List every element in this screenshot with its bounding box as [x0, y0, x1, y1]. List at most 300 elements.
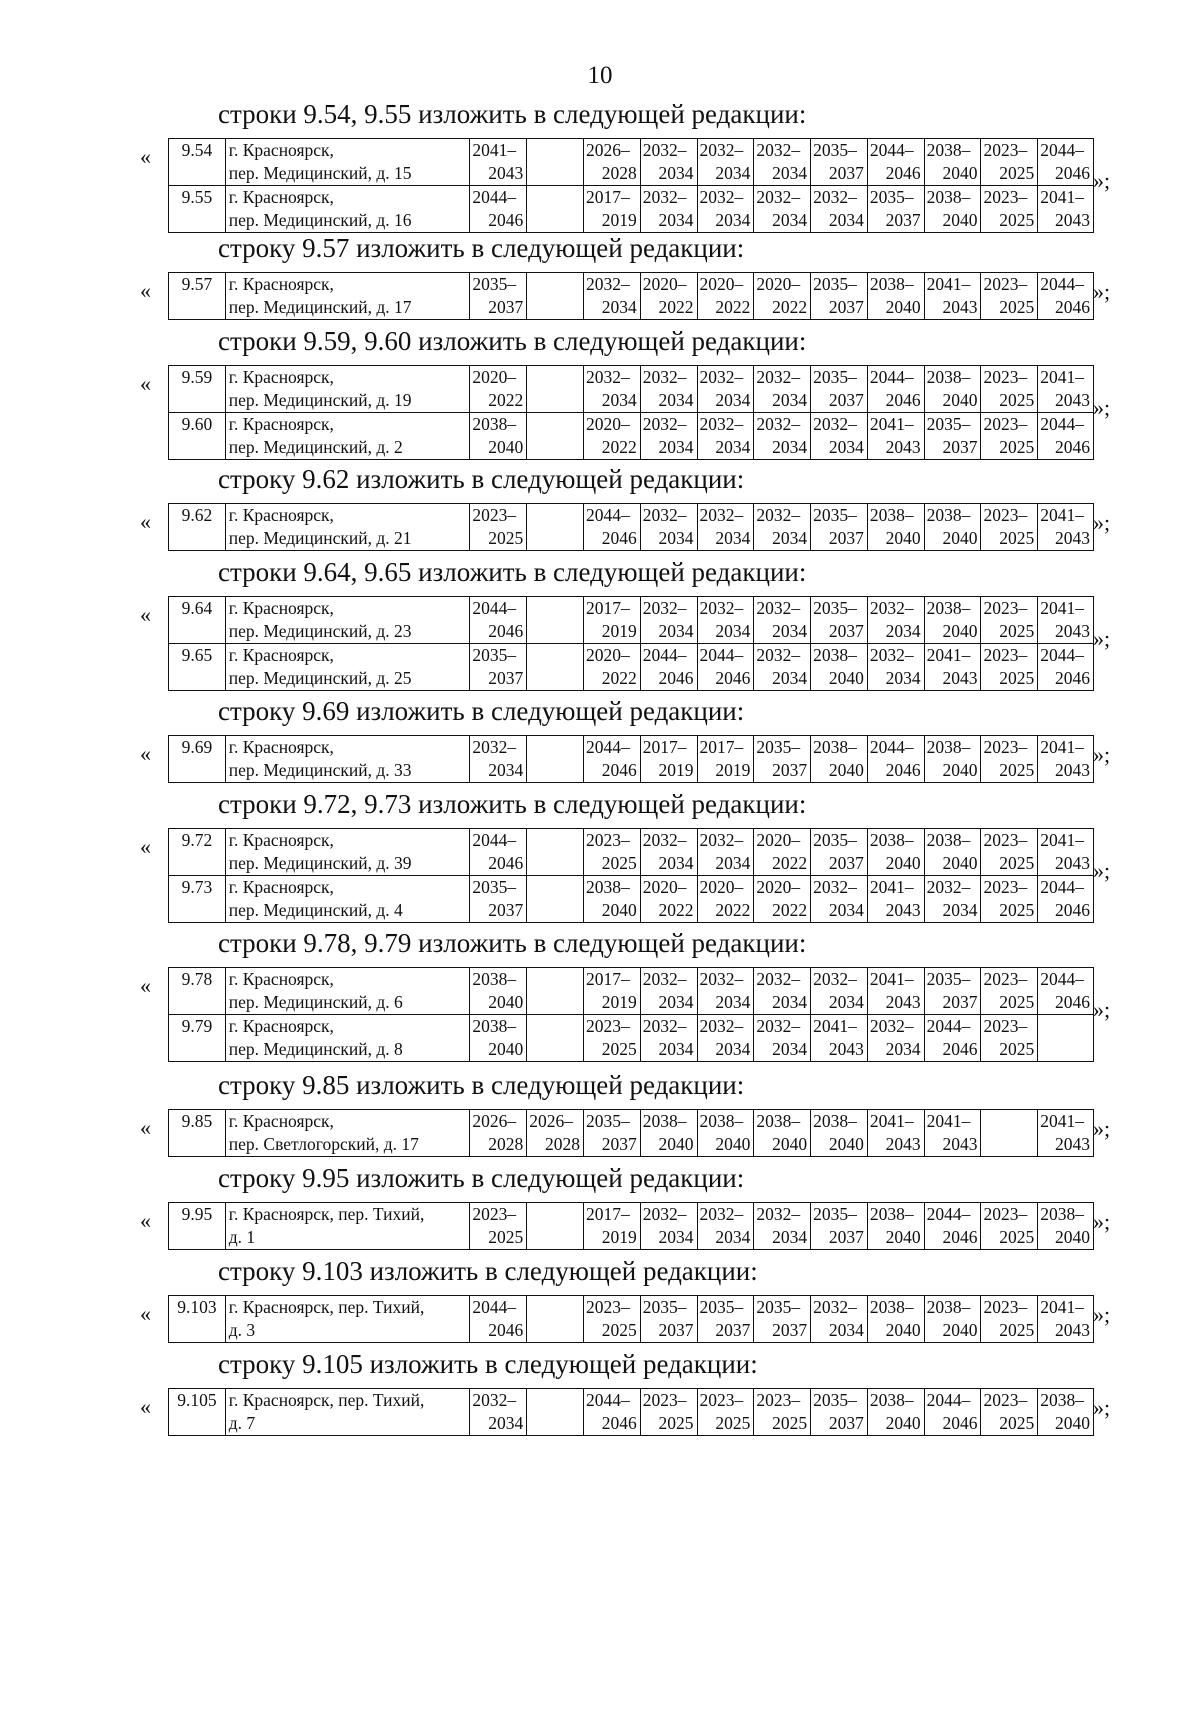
year-range-cell — [527, 876, 584, 923]
table-row — [169, 366, 1094, 413]
year-start: 2038– — [926, 187, 971, 207]
year-start: 2026– — [585, 140, 630, 160]
table-row — [169, 1296, 1094, 1343]
year-start: 2044– — [869, 367, 914, 387]
year-end: 2025 — [999, 668, 1035, 688]
year-start: 2041– — [926, 1111, 971, 1131]
year-range-cell — [981, 1203, 1038, 1250]
year-end: 2022 — [715, 900, 751, 920]
year-range-cell — [697, 876, 754, 923]
year-range-cell — [811, 366, 868, 413]
year-start: 2038– — [472, 1016, 517, 1036]
year-end: 2034 — [658, 437, 694, 457]
amendment-table — [168, 1202, 1094, 1250]
opening-quote: « — [140, 278, 151, 303]
year-range-cell — [697, 597, 754, 644]
year-end: 2040 — [942, 528, 978, 548]
year-end: 2046 — [942, 1227, 978, 1247]
year-end: 2034 — [715, 528, 751, 548]
year-end: 2025 — [999, 1320, 1035, 1340]
year-end: 2046 — [1055, 668, 1090, 688]
year-start: 2023– — [983, 187, 1028, 207]
year-start: 2032– — [756, 187, 801, 207]
year-range-cell — [697, 413, 754, 460]
opening-quote: « — [140, 741, 151, 766]
address-cell — [225, 644, 470, 691]
year-end: 2034 — [772, 437, 808, 457]
year-range-cell — [754, 876, 811, 923]
year-end: 2043 — [885, 900, 921, 920]
year-range-cell — [527, 829, 584, 876]
year-start: 2023– — [983, 969, 1028, 989]
year-range-cell — [811, 1015, 868, 1062]
amendment-heading: строку 9.69 изложить в следующей редакции: — [218, 696, 745, 726]
year-range-cell — [697, 186, 754, 233]
year-start: 2035– — [642, 1297, 687, 1317]
year-end: 2046 — [601, 1413, 637, 1433]
year-start: 2041– — [869, 969, 914, 989]
year-range-cell — [640, 1203, 697, 1250]
year-range-cell — [811, 1203, 868, 1250]
year-range-cell — [754, 366, 811, 413]
closing-quote: »; — [1093, 168, 1111, 193]
year-range-cell — [470, 504, 527, 551]
year-range-cell — [924, 186, 981, 233]
year-range-cell — [640, 876, 697, 923]
year-start: 2044– — [926, 1390, 971, 1410]
year-start: 2032– — [869, 598, 914, 618]
year-end: 2046 — [1055, 900, 1090, 920]
year-end: 2034 — [715, 163, 751, 183]
year-start: 2041– — [813, 1016, 857, 1036]
year-start: 2038– — [813, 737, 857, 757]
table-row — [169, 644, 1094, 691]
year-range-cell — [981, 968, 1038, 1015]
year-range-cell — [811, 273, 868, 320]
year-end: 2043 — [1055, 1320, 1090, 1340]
year-end: 2034 — [828, 1320, 864, 1340]
year-end: 2025 — [999, 1413, 1035, 1433]
year-end: 2040 — [885, 1320, 921, 1340]
year-range-cell — [640, 504, 697, 551]
year-start: 2038– — [585, 877, 630, 897]
year-range-cell — [697, 1203, 754, 1250]
year-range-cell — [867, 366, 924, 413]
year-start: 2023– — [983, 140, 1028, 160]
year-start: 2017– — [699, 737, 744, 757]
year-end: 2040 — [828, 1134, 864, 1154]
row-number: 9.69 — [169, 736, 226, 783]
year-end: 2037 — [828, 163, 864, 183]
year-start: 2041– — [1040, 737, 1084, 757]
amendment-heading: строки 9.78, 9.79 изложить в следующей редакции: — [218, 928, 807, 958]
year-start: 2044– — [585, 505, 630, 525]
year-end: 2034 — [601, 297, 637, 317]
year-start: 2041– — [1040, 598, 1084, 618]
year-range-cell — [754, 413, 811, 460]
year-start: 2020– — [699, 877, 744, 897]
year-start: 2023– — [983, 274, 1028, 294]
year-start: 2023– — [983, 1390, 1028, 1410]
row-number: 9.103 — [169, 1296, 226, 1343]
year-end: 2028 — [601, 163, 637, 183]
year-end: 2025 — [999, 437, 1035, 457]
year-range-cell — [754, 1296, 811, 1343]
year-start: 2035– — [813, 140, 857, 160]
year-range-cell — [867, 1015, 924, 1062]
year-end: 2025 — [999, 163, 1035, 183]
table-row — [169, 1389, 1094, 1436]
address-line-street: пер. Медицинский, д. 17 — [228, 297, 412, 317]
year-end: 2025 — [999, 528, 1035, 548]
year-end: 2040 — [942, 1320, 978, 1340]
year-range-cell — [1038, 139, 1094, 186]
year-start: 2020– — [756, 830, 801, 850]
year-range-cell — [867, 597, 924, 644]
year-range-cell — [697, 139, 754, 186]
year-start: 2032– — [926, 877, 971, 897]
address-line-street: пер. Медицинский, д. 4 — [228, 900, 403, 920]
year-end: 2028 — [488, 1134, 524, 1154]
year-start: 2038– — [472, 969, 517, 989]
year-end: 2034 — [885, 1039, 921, 1059]
year-range-cell — [754, 644, 811, 691]
address-line-city: г. Красноярск, — [228, 969, 334, 989]
year-start: 2017– — [585, 1204, 630, 1224]
year-end: 2046 — [488, 621, 524, 641]
year-start: 2032– — [813, 187, 857, 207]
year-start: 2038– — [869, 1390, 914, 1410]
year-start: 2023– — [472, 1204, 517, 1224]
year-start: 2032– — [756, 505, 801, 525]
year-range-cell — [867, 644, 924, 691]
year-start: 2032– — [472, 737, 517, 757]
year-range-cell — [754, 736, 811, 783]
year-range-cell — [981, 273, 1038, 320]
year-start: 2023– — [983, 645, 1028, 665]
year-range-cell — [811, 829, 868, 876]
year-end: 2037 — [828, 853, 864, 873]
year-end: 2040 — [942, 210, 978, 230]
year-start: 2044– — [926, 1016, 971, 1036]
year-range-cell — [981, 186, 1038, 233]
row-number: 9.59 — [169, 366, 226, 413]
year-range-cell — [640, 366, 697, 413]
year-range-cell — [583, 1296, 640, 1343]
year-start: 2032– — [642, 187, 687, 207]
year-end: 2043 — [1055, 210, 1090, 230]
year-end: 2043 — [942, 1134, 978, 1154]
amendment-table — [168, 828, 1094, 923]
year-end: 2040 — [828, 760, 864, 780]
address-line-city: г. Красноярск, — [228, 505, 334, 525]
year-start: 2032– — [756, 1016, 801, 1036]
year-end: 2019 — [715, 760, 751, 780]
year-start: 2020– — [756, 877, 801, 897]
year-start: 2020– — [585, 645, 630, 665]
year-end: 2043 — [1055, 390, 1090, 410]
year-start: 2035– — [756, 1297, 801, 1317]
table-row — [169, 876, 1094, 923]
year-start: 2035– — [699, 1297, 744, 1317]
year-start: 2044– — [472, 1297, 517, 1317]
year-end: 2043 — [1055, 1134, 1090, 1154]
year-start: 2023– — [585, 1016, 630, 1036]
row-number: 9.85 — [169, 1110, 226, 1157]
year-range-cell — [697, 366, 754, 413]
year-range-cell — [640, 1296, 697, 1343]
year-range-cell — [1038, 1389, 1094, 1436]
row-number: 9.54 — [169, 139, 226, 186]
year-start: 2032– — [699, 187, 744, 207]
year-end: 2037 — [715, 1320, 751, 1340]
year-start: 2035– — [472, 877, 517, 897]
year-start: 2023– — [585, 830, 630, 850]
year-start: 2032– — [699, 1204, 744, 1224]
year-start: 2035– — [813, 598, 857, 618]
year-end: 2034 — [772, 1039, 808, 1059]
year-end: 2046 — [885, 390, 921, 410]
opening-quote: « — [140, 1115, 151, 1140]
year-end: 2037 — [488, 297, 524, 317]
year-end: 2040 — [885, 853, 921, 873]
year-range-cell — [811, 504, 868, 551]
year-range-cell — [981, 644, 1038, 691]
year-range-cell — [981, 1389, 1038, 1436]
year-range-cell — [640, 644, 697, 691]
year-start: 2044– — [926, 1204, 971, 1224]
year-end: 2025 — [488, 528, 524, 548]
table-row — [169, 1203, 1094, 1250]
address-line-city: г. Красноярск, — [228, 877, 334, 897]
address-line-street: пер. Медицинский, д. 25 — [228, 668, 412, 688]
year-start: 2038– — [869, 505, 914, 525]
opening-quote: « — [140, 371, 151, 396]
year-range-cell — [640, 1389, 697, 1436]
closing-quote: »; — [1093, 626, 1111, 651]
year-start: 2041– — [926, 274, 971, 294]
year-range-cell — [583, 829, 640, 876]
row-number: 9.65 — [169, 644, 226, 691]
closing-quote: »; — [1093, 997, 1111, 1022]
year-end: 2034 — [658, 1227, 694, 1247]
amendment-heading: строки 9.64, 9.65 изложить в следующей редакции: — [218, 557, 807, 587]
amendment-table — [168, 138, 1094, 233]
year-end: 2046 — [885, 760, 921, 780]
year-end: 2043 — [828, 1039, 864, 1059]
year-start: 2032– — [813, 414, 857, 434]
year-start: 2041– — [1040, 830, 1084, 850]
year-start: 2020– — [699, 274, 744, 294]
year-start: 2032– — [642, 414, 687, 434]
year-range-cell — [981, 1110, 1038, 1157]
year-end: 2025 — [999, 210, 1035, 230]
row-number: 9.78 — [169, 968, 226, 1015]
year-start: 2026– — [529, 1111, 573, 1131]
amendment-table — [168, 596, 1094, 691]
year-range-cell — [640, 1015, 697, 1062]
year-range-cell — [981, 413, 1038, 460]
year-start: 2023– — [983, 367, 1028, 387]
year-range-cell — [470, 1110, 527, 1157]
year-range-cell — [527, 139, 584, 186]
year-start: 2044– — [1040, 877, 1084, 897]
year-end: 2034 — [658, 163, 694, 183]
year-start: 2023– — [585, 1297, 630, 1317]
year-range-cell — [811, 736, 868, 783]
year-start: 2032– — [756, 140, 801, 160]
year-end: 2034 — [885, 668, 921, 688]
closing-quote: »; — [1093, 1209, 1111, 1234]
year-start: 2032– — [756, 1204, 801, 1224]
closing-quote: »; — [1093, 1302, 1111, 1327]
year-range-cell — [470, 736, 527, 783]
year-end: 2037 — [772, 760, 808, 780]
year-range-cell — [527, 366, 584, 413]
year-range-cell — [470, 273, 527, 320]
year-range-cell — [924, 366, 981, 413]
year-end: 2025 — [999, 760, 1035, 780]
year-range-cell — [924, 1203, 981, 1250]
year-range-cell — [697, 1015, 754, 1062]
year-start: 2044– — [1040, 140, 1084, 160]
amendment-heading: строку 9.57 изложить в следующей редакции: — [218, 233, 745, 263]
year-range-cell — [470, 829, 527, 876]
year-range-cell — [924, 644, 981, 691]
year-range-cell — [583, 273, 640, 320]
year-start: 2032– — [585, 274, 630, 294]
year-range-cell — [811, 876, 868, 923]
year-range-cell — [811, 1110, 868, 1157]
table-row — [169, 139, 1094, 186]
year-end: 2043 — [885, 992, 921, 1012]
year-end: 2034 — [715, 437, 751, 457]
year-start: 2023– — [983, 1204, 1028, 1224]
year-range-cell — [981, 1296, 1038, 1343]
year-range-cell — [981, 736, 1038, 783]
year-range-cell — [583, 139, 640, 186]
year-start: 2035– — [472, 645, 517, 665]
year-start: 2038– — [869, 1204, 914, 1224]
year-start: 2035– — [813, 1204, 857, 1224]
amendment-heading: строку 9.95 изложить в следующей редакции: — [218, 1163, 745, 1193]
row-number: 9.64 — [169, 597, 226, 644]
year-end: 2046 — [715, 668, 751, 688]
year-start: 2020– — [642, 877, 687, 897]
year-end: 2040 — [885, 528, 921, 548]
year-start: 2032– — [756, 414, 801, 434]
year-range-cell — [867, 736, 924, 783]
year-range-cell — [1038, 186, 1094, 233]
year-start: 2020– — [472, 367, 517, 387]
year-range-cell — [640, 139, 697, 186]
year-range-cell — [924, 736, 981, 783]
year-range-cell — [924, 1389, 981, 1436]
year-range-cell — [470, 186, 527, 233]
year-range-cell — [811, 1389, 868, 1436]
year-start: 2035– — [813, 505, 857, 525]
year-start: 2044– — [699, 645, 744, 665]
amendment-table — [168, 967, 1094, 1062]
year-end: 2034 — [828, 900, 864, 920]
year-range-cell — [1038, 597, 1094, 644]
address-line-street: пер. Медицинский, д. 6 — [228, 992, 403, 1012]
address-line-street: пер. Медицинский, д. 16 — [228, 210, 412, 230]
year-start: 2020– — [585, 414, 630, 434]
year-start: 2023– — [983, 830, 1028, 850]
year-range-cell — [811, 597, 868, 644]
year-end: 2043 — [942, 297, 978, 317]
year-start: 2035– — [756, 737, 801, 757]
year-range-cell — [981, 1015, 1038, 1062]
year-start: 2032– — [699, 969, 744, 989]
closing-quote: »; — [1093, 395, 1111, 420]
year-end: 2034 — [772, 210, 808, 230]
year-start: 2038– — [813, 645, 857, 665]
year-start: 2038– — [926, 598, 971, 618]
closing-quote: »; — [1093, 279, 1111, 304]
year-end: 2046 — [942, 1413, 978, 1433]
year-range-cell — [583, 504, 640, 551]
year-range-cell — [1038, 1203, 1094, 1250]
year-start: 2041– — [869, 1111, 914, 1131]
address-line-city: г. Красноярск, — [228, 187, 334, 207]
year-range-cell — [583, 1015, 640, 1062]
year-range-cell — [811, 139, 868, 186]
year-end: 2043 — [885, 1134, 921, 1154]
year-end: 2019 — [601, 621, 637, 641]
year-range-cell — [924, 273, 981, 320]
opening-quote: « — [140, 144, 151, 169]
year-start: 2032– — [699, 505, 744, 525]
page-number: 10 — [587, 62, 613, 89]
amendment-heading: строки 9.59, 9.60 изложить в следующей редакции: — [218, 326, 807, 356]
year-start: 2032– — [699, 598, 744, 618]
year-end: 2025 — [999, 1039, 1035, 1059]
year-start: 2023– — [983, 877, 1028, 897]
year-end: 2034 — [715, 210, 751, 230]
year-end: 2034 — [715, 853, 751, 873]
year-start: 2038– — [1040, 1204, 1084, 1224]
year-range-cell — [470, 644, 527, 691]
year-start: 2023– — [699, 1390, 744, 1410]
year-start: 2032– — [813, 1297, 857, 1317]
address-line-city: г. Красноярск, — [228, 737, 334, 757]
year-start: 2032– — [472, 1390, 517, 1410]
year-range-cell — [981, 139, 1038, 186]
address-cell — [225, 736, 470, 783]
year-end: 2025 — [999, 621, 1035, 641]
year-end: 2034 — [601, 390, 637, 410]
address-line-street: д. 1 — [228, 1227, 256, 1247]
year-start: 2023– — [756, 1390, 801, 1410]
year-start: 2035– — [585, 1111, 630, 1131]
year-end: 2037 — [828, 297, 864, 317]
year-range-cell — [697, 1389, 754, 1436]
year-end: 2046 — [885, 163, 921, 183]
address-cell — [225, 968, 470, 1015]
year-end: 2022 — [601, 668, 637, 688]
year-start: 2035– — [926, 414, 971, 434]
year-end: 2037 — [488, 900, 524, 920]
year-start: 2032– — [699, 1016, 744, 1036]
year-range-cell — [811, 1296, 868, 1343]
year-range-cell — [924, 1296, 981, 1343]
opening-quote: « — [140, 602, 151, 627]
year-start: 2023– — [983, 598, 1028, 618]
year-range-cell — [754, 273, 811, 320]
address-line-street: пер. Медицинский, д. 8 — [228, 1039, 403, 1059]
